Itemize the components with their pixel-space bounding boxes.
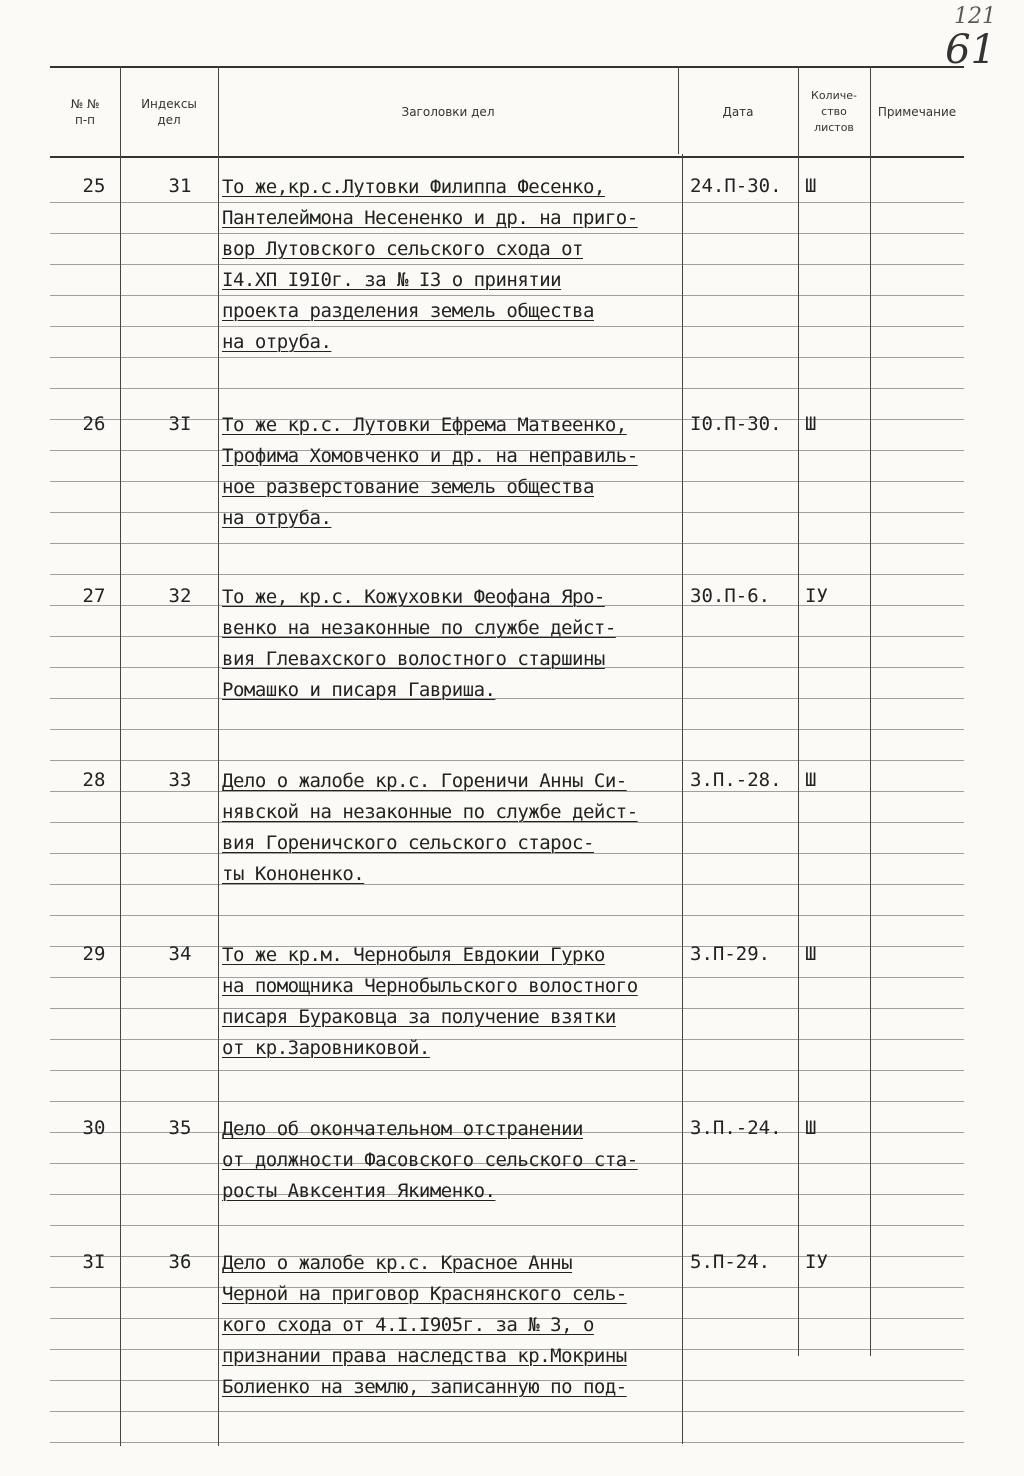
row-index: 3I: [168, 413, 192, 435]
row-qty: Ш: [805, 769, 817, 791]
ruled-line: [50, 543, 964, 544]
title-line: То же, кр.с. Кожуховки Феофана Яро-: [222, 586, 605, 608]
title-line: признании права наследства кр.Мокрины: [222, 1345, 627, 1367]
row-qty: Ш: [805, 413, 817, 435]
title-line: Дело об окончательном отстранении: [222, 1118, 583, 1140]
ruled-line: [50, 388, 964, 389]
ruled-line: [50, 729, 964, 730]
row-date: 3.П.-24.: [690, 1117, 782, 1139]
title-line: на отруба.: [222, 507, 332, 529]
title-line: ное разверстование земель общества: [222, 476, 594, 498]
row-date: 3.П-29.: [690, 943, 771, 965]
title-line: кого схода от 4.I.I905г. за № 3, о: [222, 1314, 594, 1336]
title-line: вор Лутовского сельского схода от: [222, 238, 583, 260]
title-line: писаря Бураковца за получение взятки: [222, 1006, 616, 1028]
row-qty: Ш: [805, 1117, 817, 1139]
row-number: 25: [82, 175, 106, 197]
row-date: I0.П-30.: [690, 413, 782, 435]
row-index: 31: [168, 175, 192, 197]
row-title: [222, 766, 687, 890]
row-title: [222, 172, 687, 358]
row-index: 36: [168, 1251, 192, 1273]
title-line: росты Авксентия Якименко.: [222, 1180, 496, 1202]
row-number: 26: [82, 413, 106, 435]
header-title: Заголовки дел: [401, 105, 495, 119]
title-line: от кр.Заровниковой.: [222, 1037, 430, 1059]
ruled-line: [50, 1411, 964, 1412]
header-index: Индексы дел: [141, 97, 197, 127]
title-line: Пантелеймона Несененко и др. на приго-: [222, 207, 638, 229]
title-line: То же,кр.с.Лутовки Филиппа Фесенко,: [222, 176, 605, 198]
row-title: [222, 1114, 687, 1207]
ruled-line: [50, 574, 964, 575]
row-qty: Ш: [805, 175, 817, 197]
header-date: Дата: [722, 105, 754, 119]
title-line: То же кр.м. Чернобыля Евдокии Гурко: [222, 944, 605, 966]
title-line: вия Глевахского волостного старшины: [222, 648, 605, 670]
table-header: [50, 66, 964, 158]
ruled-line: [50, 1225, 964, 1226]
header-note: Примечание: [877, 105, 957, 119]
title-line: ты Кононенко.: [222, 863, 365, 885]
row-date: 30.П-6.: [690, 585, 771, 607]
row-date: 3.П.-28.: [690, 769, 782, 791]
title-line: Дело о жалобе кр.с. Красное Анны: [222, 1252, 573, 1274]
row-title: [222, 410, 687, 534]
title-line: То же кр.с. Лутовки Ефрема Матвеенко,: [222, 414, 627, 436]
title-line: венко на незаконные по службе дейст-: [222, 617, 616, 639]
title-line: Ромашко и писаря Гавриша.: [222, 679, 496, 701]
row-number: 3I: [82, 1251, 106, 1273]
header-qty: Количе- ство листов: [811, 89, 857, 134]
header-num: № № п-п: [70, 97, 100, 127]
row-index: 32: [168, 585, 192, 607]
title-line: I4.XП I9I0г. за № I3 о принятии: [222, 269, 562, 291]
ruled-line: [50, 1101, 964, 1102]
page-number-new: 61: [945, 27, 996, 73]
row-title: [222, 582, 687, 706]
row-index: 34: [168, 943, 192, 965]
title-line: Черной на приговор Краснянского сель-: [222, 1283, 627, 1305]
row-number: 29: [82, 943, 106, 965]
title-line: проекта разделения земель общества: [222, 300, 594, 322]
title-line: Болиенко на землю, записанную по под-: [222, 1376, 627, 1398]
ruled-line: [50, 1442, 964, 1443]
column-divider: [218, 66, 219, 1446]
page-number: [945, 4, 996, 73]
row-date: 5.П-24.: [690, 1251, 771, 1273]
title-line: на отруба.: [222, 331, 332, 353]
row-title: [222, 940, 687, 1064]
title-line: Трофима Хомовченко и др. на неправиль-: [222, 445, 638, 467]
row-title: [222, 1248, 687, 1403]
title-line: нявской на незаконные по службе дейст-: [222, 801, 638, 823]
title-line: вия Гореничского сельского старос-: [222, 832, 594, 854]
ruled-line: [50, 1070, 964, 1071]
row-number: 27: [82, 585, 106, 607]
ruled-line: [50, 915, 964, 916]
row-index: 35: [168, 1117, 192, 1139]
row-date: 24.П-30.: [690, 175, 782, 197]
row-number: 28: [82, 769, 106, 791]
title-line: от должности Фасовского сельского ста-: [222, 1149, 638, 1171]
column-divider: [678, 66, 679, 154]
ruled-line: [50, 760, 964, 761]
row-index: 33: [168, 769, 192, 791]
column-divider: [120, 66, 121, 1446]
title-line: Дело о жалобе кр.с. Гореничи Анны Си-: [222, 770, 627, 792]
row-qty: IУ: [805, 1251, 828, 1273]
row-qty: Ш: [805, 943, 817, 965]
page-number-old: 121: [954, 4, 996, 29]
row-number: 30: [82, 1117, 106, 1139]
title-line: на помощника Чернобыльского волостного: [222, 975, 638, 997]
row-qty: IУ: [805, 585, 828, 607]
